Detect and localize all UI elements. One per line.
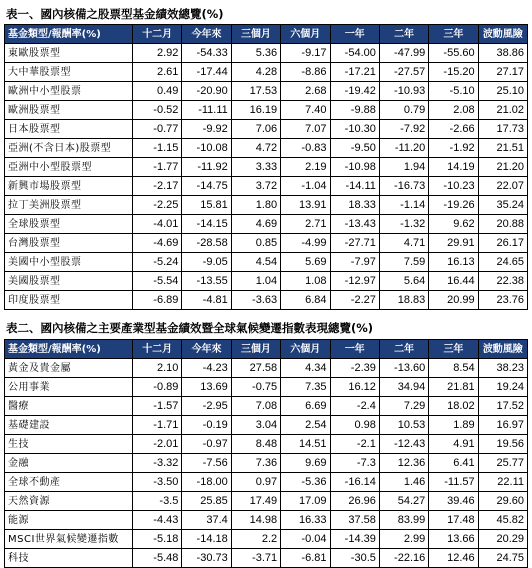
return-value-cell: 1.80 [231,196,280,215]
return-value-cell: -1.04 [281,177,330,196]
fund-category-cell: 醫療 [5,397,133,416]
table2-sector-funds [4,339,528,568]
return-value-cell: -5.10 [429,82,478,101]
table-row [5,63,528,82]
return-value-cell: -4.81 [182,291,231,310]
fund-category-cell: 全球不動產 [5,473,133,492]
return-value-cell: 25.10 [478,82,527,101]
column-header: 一年 [330,340,379,359]
return-value-cell: 4.54 [231,253,280,272]
return-value-cell: 20.29 [478,530,527,549]
return-value-cell: 37.58 [330,511,379,530]
return-value-cell: -14.11 [330,177,379,196]
table1-title: 表一、國內核備之股票型基金績效總覽(%) [6,7,224,21]
return-value-cell: 2.71 [281,215,330,234]
return-value-cell: -19.26 [429,196,478,215]
return-value-cell: -3.63 [231,291,280,310]
return-value-cell: -2.66 [429,120,478,139]
return-value-cell: -8.86 [281,63,330,82]
return-value-cell: 2.54 [281,416,330,435]
return-value-cell: 26.96 [330,492,379,511]
return-value-cell: -1.57 [133,397,182,416]
return-value-cell: 0.85 [231,234,280,253]
return-value-cell: 7.59 [379,253,428,272]
table-row [5,234,528,253]
table-row [5,454,528,473]
return-value-cell: -5.36 [281,473,330,492]
return-value-cell: 0.98 [330,416,379,435]
return-value-cell: 1.08 [281,272,330,291]
column-header: 基金類型/報酬率(%) [5,25,133,44]
table-row [5,82,528,101]
return-value-cell: 26.17 [478,234,527,253]
return-value-cell: -2.39 [330,359,379,378]
return-value-cell: 6.84 [281,291,330,310]
return-value-cell: -9.17 [281,44,330,63]
fund-category-cell: 能源 [5,511,133,530]
return-value-cell: 21.51 [478,139,527,158]
return-value-cell: 17.09 [281,492,330,511]
return-value-cell: 21.20 [478,158,527,177]
return-value-cell: -3.71 [231,549,280,568]
fund-category-cell: 新興市場股票型 [5,177,133,196]
table-row [5,120,528,139]
return-value-cell: 6.69 [281,397,330,416]
return-value-cell: 29.60 [478,492,527,511]
fund-category-cell: 拉丁美洲股票型 [5,196,133,215]
table-row [5,435,528,454]
return-value-cell: -2.1 [330,435,379,454]
return-value-cell: -10.93 [379,82,428,101]
return-value-cell: -5.24 [133,253,182,272]
return-value-cell: 4.34 [281,359,330,378]
return-value-cell: 3.04 [231,416,280,435]
fund-category-cell: 歐洲中小型股票 [5,82,133,101]
return-value-cell: 19.56 [478,435,527,454]
return-value-cell: 25.85 [182,492,231,511]
return-value-cell: 6.41 [429,454,478,473]
return-value-cell: 16.97 [478,416,527,435]
return-value-cell: 16.13 [429,253,478,272]
return-value-cell: 1.46 [379,473,428,492]
return-value-cell: 16.19 [231,101,280,120]
return-value-cell: -7.3 [330,454,379,473]
return-value-cell: 20.88 [478,215,527,234]
return-value-cell: -6.89 [133,291,182,310]
return-value-cell: 13.66 [429,530,478,549]
return-value-cell: -10.98 [330,158,379,177]
return-value-cell: 17.48 [429,511,478,530]
return-value-cell: -11.20 [379,139,428,158]
table-row [5,291,528,310]
return-value-cell: -0.97 [182,435,231,454]
fund-category-cell: 亞洲(不含日本)股票型 [5,139,133,158]
return-value-cell: 5.36 [231,44,280,63]
column-header: 一年 [330,25,379,44]
return-value-cell: 13.69 [182,378,231,397]
return-value-cell: 0.49 [133,82,182,101]
return-value-cell: 39.46 [429,492,478,511]
column-header: 波動風險 [478,340,527,359]
return-value-cell: -16.73 [379,177,428,196]
return-value-cell: 29.91 [429,234,478,253]
return-value-cell: 10.53 [379,416,428,435]
return-value-cell: -3.32 [133,454,182,473]
table-row [5,158,528,177]
return-value-cell: -55.60 [429,44,478,63]
column-header: 三年 [429,340,478,359]
return-value-cell: -13.43 [330,215,379,234]
column-header: 波動風險 [478,25,527,44]
return-value-cell: 5.64 [379,272,428,291]
return-value-cell: 7.07 [281,120,330,139]
return-value-cell: -10.30 [330,120,379,139]
return-value-cell: 17.73 [478,120,527,139]
return-value-cell: -4.01 [133,215,182,234]
return-value-cell: -20.90 [182,82,231,101]
table-row [5,492,528,511]
return-value-cell: 2.99 [379,530,428,549]
return-value-cell: -19.42 [330,82,379,101]
return-value-cell: -2.4 [330,397,379,416]
return-value-cell: 2.10 [133,359,182,378]
return-value-cell: -54.33 [182,44,231,63]
return-value-cell: -1.32 [379,215,428,234]
return-value-cell: -6.81 [281,549,330,568]
return-value-cell: -1.77 [133,158,182,177]
fund-category-cell: 歐洲股票型 [5,101,133,120]
return-value-cell: -14.18 [182,530,231,549]
table-row [5,139,528,158]
return-value-cell: 2.08 [429,101,478,120]
return-value-cell: 4.71 [379,234,428,253]
return-value-cell: 18.83 [379,291,428,310]
table-row [5,511,528,530]
return-value-cell: -15.20 [429,63,478,82]
return-value-cell: -12.43 [379,435,428,454]
return-value-cell: -13.60 [379,359,428,378]
return-value-cell: -5.48 [133,549,182,568]
return-value-cell: 16.44 [429,272,478,291]
return-value-cell: 2.19 [281,158,330,177]
return-value-cell: 37.4 [182,511,231,530]
return-value-cell: 24.75 [478,549,527,568]
table-row [5,416,528,435]
return-value-cell: -0.52 [133,101,182,120]
table-row [5,272,528,291]
return-value-cell: -10.23 [429,177,478,196]
return-value-cell: 16.12 [330,378,379,397]
return-value-cell: 4.28 [231,63,280,82]
table1-equity-funds [4,24,528,310]
return-value-cell: 19.24 [478,378,527,397]
return-value-cell: -16.14 [330,473,379,492]
fund-category-cell: 全球股票型 [5,215,133,234]
table-row [5,196,528,215]
return-value-cell: 2.61 [133,63,182,82]
table-row [5,359,528,378]
return-value-cell: -9.05 [182,253,231,272]
return-value-cell: -28.58 [182,234,231,253]
return-value-cell: 0.97 [231,473,280,492]
fund-category-cell: 東歐股票型 [5,44,133,63]
return-value-cell: -9.88 [330,101,379,120]
column-header: 基金類型/報酬率(%) [5,340,133,359]
return-value-cell: 0.79 [379,101,428,120]
return-value-cell: 2.2 [231,530,280,549]
return-value-cell: 2.68 [281,82,330,101]
fund-category-cell: 亞洲中小型股票型 [5,158,133,177]
return-value-cell: 22.11 [478,473,527,492]
return-value-cell: 14.19 [429,158,478,177]
table1-header-row [5,25,528,44]
fund-category-cell: 生技 [5,435,133,454]
return-value-cell: 22.38 [478,272,527,291]
return-value-cell: 38.23 [478,359,527,378]
return-value-cell: -1.14 [379,196,428,215]
fund-category-cell: 日本股票型 [5,120,133,139]
return-value-cell: 21.02 [478,101,527,120]
table-row [5,215,528,234]
return-value-cell: 17.53 [231,82,280,101]
return-value-cell: -4.23 [182,359,231,378]
return-value-cell: 3.33 [231,158,280,177]
return-value-cell: -2.27 [330,291,379,310]
return-value-cell: -14.75 [182,177,231,196]
column-header: 今年來 [182,25,231,44]
return-value-cell: 7.06 [231,120,280,139]
return-value-cell: 34.94 [379,378,428,397]
return-value-cell: -14.39 [330,530,379,549]
return-value-cell: -2.17 [133,177,182,196]
return-value-cell: 15.81 [182,196,231,215]
return-value-cell: 8.54 [429,359,478,378]
return-value-cell: 23.76 [478,291,527,310]
table-row [5,44,528,63]
return-value-cell: -1.71 [133,416,182,435]
table2-title: 表二、國內核備之主要產業型基金績效暨全球氣候變遷指數表現總覽(%) [6,321,374,335]
return-value-cell: 12.46 [429,549,478,568]
fund-category-cell: 基礎建設 [5,416,133,435]
return-value-cell: -2.95 [182,397,231,416]
return-value-cell: 7.36 [231,454,280,473]
table-row [5,378,528,397]
return-value-cell: -4.43 [133,511,182,530]
return-value-cell: 8.48 [231,435,280,454]
return-value-cell: -30.73 [182,549,231,568]
return-value-cell: -17.21 [330,63,379,82]
table2-header-row [5,340,528,359]
table-row [5,530,528,549]
return-value-cell: 27.17 [478,63,527,82]
return-value-cell: 35.24 [478,196,527,215]
return-value-cell: -17.44 [182,63,231,82]
return-value-cell: 3.72 [231,177,280,196]
return-value-cell: 27.58 [231,359,280,378]
return-value-cell: 2.92 [133,44,182,63]
column-header: 十二月 [133,340,182,359]
table-row [5,397,528,416]
return-value-cell: -0.83 [281,139,330,158]
return-value-cell: 12.36 [379,454,428,473]
return-value-cell: -0.77 [133,120,182,139]
return-value-cell: 1.94 [379,158,428,177]
return-value-cell: -9.92 [182,120,231,139]
return-value-cell: -14.15 [182,215,231,234]
return-value-cell: -3.50 [133,473,182,492]
return-value-cell: -11.92 [182,158,231,177]
column-header: 今年來 [182,340,231,359]
return-value-cell: -9.50 [330,139,379,158]
return-value-cell: 7.40 [281,101,330,120]
fund-category-cell: 印度股票型 [5,291,133,310]
column-header: 二年 [379,25,428,44]
return-value-cell: 7.08 [231,397,280,416]
return-value-cell: -13.55 [182,272,231,291]
return-value-cell: 24.65 [478,253,527,272]
column-header: 二年 [379,340,428,359]
return-value-cell: -27.71 [330,234,379,253]
fund-category-cell: 科技 [5,549,133,568]
return-value-cell: 1.04 [231,272,280,291]
return-value-cell: 1.89 [429,416,478,435]
return-value-cell: -7.56 [182,454,231,473]
return-value-cell: 13.91 [281,196,330,215]
return-value-cell: -7.92 [379,120,428,139]
return-value-cell: -0.04 [281,530,330,549]
return-value-cell: 20.99 [429,291,478,310]
return-value-cell: -11.57 [429,473,478,492]
return-value-cell: -18.00 [182,473,231,492]
return-value-cell: 4.69 [231,215,280,234]
return-value-cell: 4.91 [429,435,478,454]
return-value-cell: -3.5 [133,492,182,511]
fund-category-cell: 黃金及貴金屬 [5,359,133,378]
return-value-cell: -0.89 [133,378,182,397]
return-value-cell: 7.29 [379,397,428,416]
return-value-cell: -1.92 [429,139,478,158]
return-value-cell: -2.01 [133,435,182,454]
return-value-cell: -54.00 [330,44,379,63]
return-value-cell: 25.77 [478,454,527,473]
return-value-cell: -5.54 [133,272,182,291]
return-value-cell: -1.15 [133,139,182,158]
return-value-cell: 14.51 [281,435,330,454]
return-value-cell: 5.69 [281,253,330,272]
column-header: 十二月 [133,25,182,44]
return-value-cell: 54.27 [379,492,428,511]
return-value-cell: 17.52 [478,397,527,416]
return-value-cell: 4.72 [231,139,280,158]
column-header: 三個月 [231,25,280,44]
return-value-cell: -5.18 [133,530,182,549]
return-value-cell: -4.69 [133,234,182,253]
return-value-cell: 9.69 [281,454,330,473]
return-value-cell: -7.97 [330,253,379,272]
table-row [5,101,528,120]
return-value-cell: 16.33 [281,511,330,530]
column-header: 三年 [429,25,478,44]
return-value-cell: 22.07 [478,177,527,196]
return-value-cell: -2.25 [133,196,182,215]
return-value-cell: -12.97 [330,272,379,291]
return-value-cell: 17.49 [231,492,280,511]
fund-category-cell: MSCI世界氣候變遷指數 [5,530,133,549]
fund-category-cell: 美國中小型股票 [5,253,133,272]
return-value-cell: 7.35 [281,378,330,397]
return-value-cell: 38.86 [478,44,527,63]
fund-category-cell: 金融 [5,454,133,473]
fund-category-cell: 台灣股票型 [5,234,133,253]
table-row [5,253,528,272]
return-value-cell: -30.5 [330,549,379,568]
fund-category-cell: 大中華股票型 [5,63,133,82]
return-value-cell: 21.81 [429,378,478,397]
return-value-cell: -47.99 [379,44,428,63]
fund-category-cell: 公用事業 [5,378,133,397]
return-value-cell: -10.08 [182,139,231,158]
column-header: 六個月 [281,340,330,359]
column-header: 六個月 [281,25,330,44]
return-value-cell: 83.99 [379,511,428,530]
fund-category-cell: 美國股票型 [5,272,133,291]
table-row [5,473,528,492]
return-value-cell: 9.62 [429,215,478,234]
return-value-cell: 18.02 [429,397,478,416]
return-value-cell: 14.98 [231,511,280,530]
return-value-cell: 18.33 [330,196,379,215]
fund-category-cell: 天然資源 [5,492,133,511]
column-header: 三個月 [231,340,280,359]
table-row [5,177,528,196]
return-value-cell: -4.99 [281,234,330,253]
return-value-cell: -22.16 [379,549,428,568]
return-value-cell: -11.11 [182,101,231,120]
return-value-cell: -0.19 [182,416,231,435]
return-value-cell: -0.75 [231,378,280,397]
return-value-cell: -27.57 [379,63,428,82]
return-value-cell: 45.82 [478,511,527,530]
